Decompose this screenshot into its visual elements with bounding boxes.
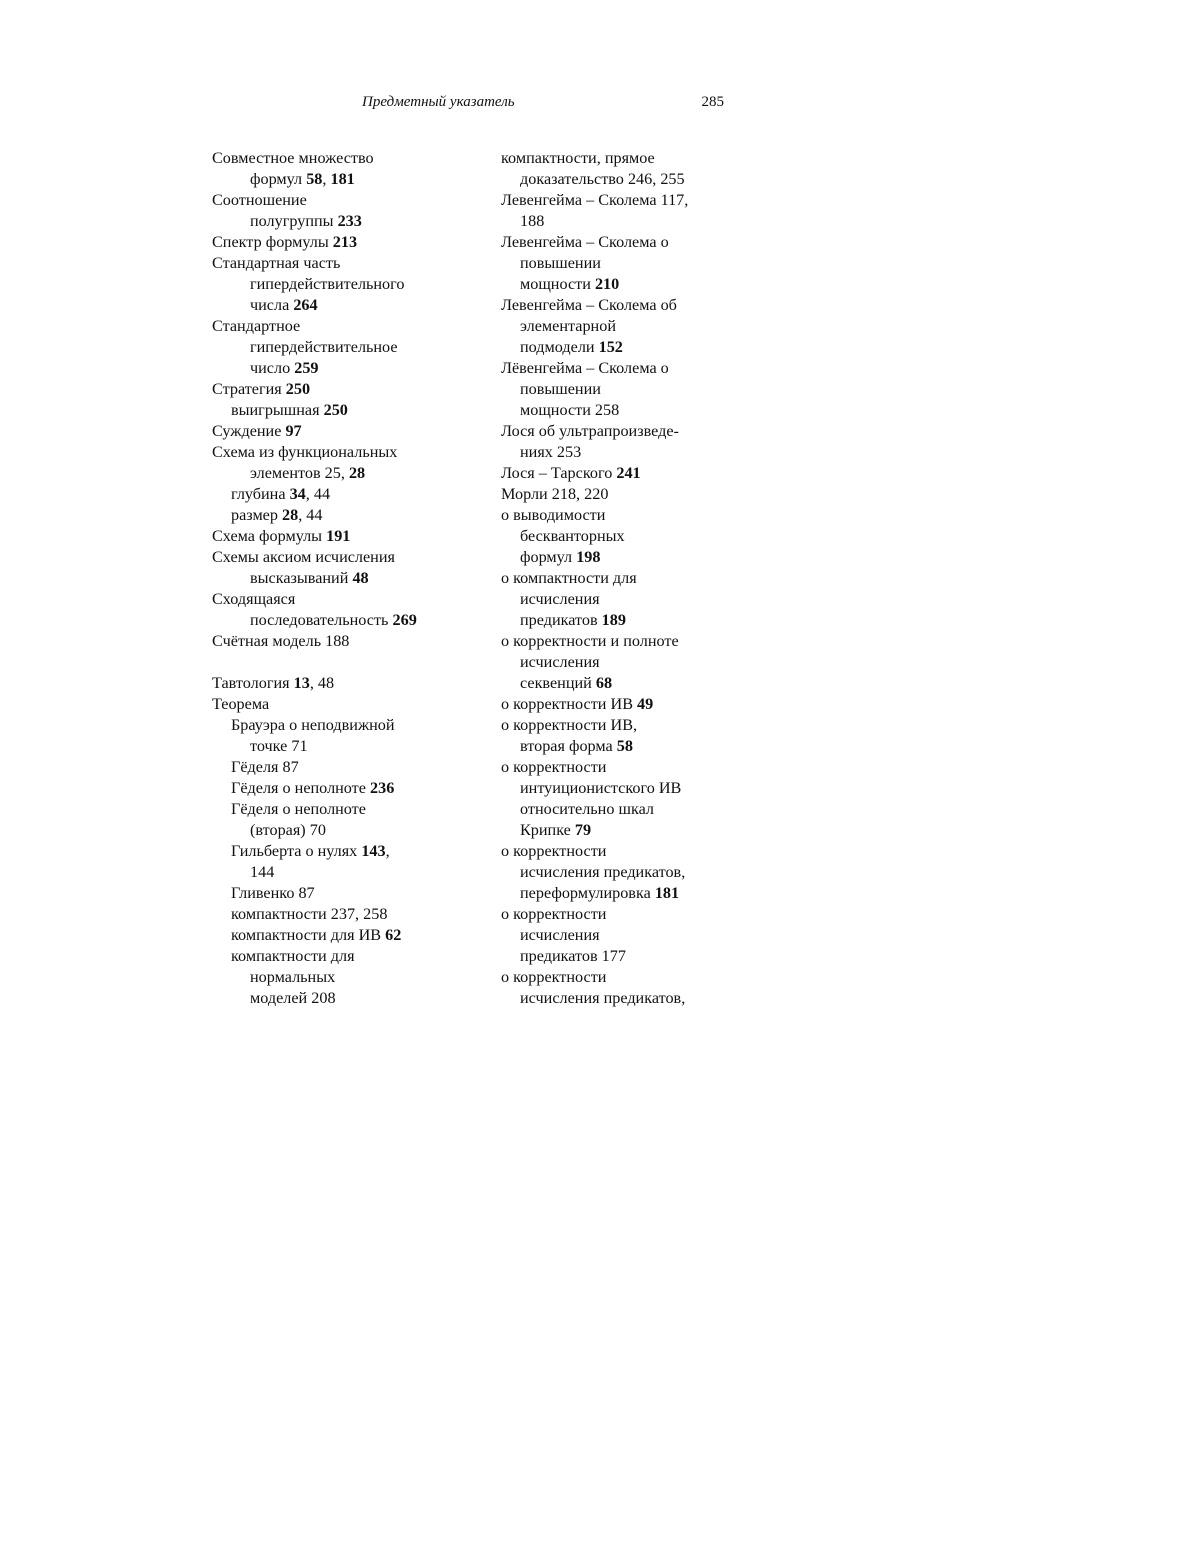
index-text: Гёделя о неполноте xyxy=(231,800,366,818)
index-line xyxy=(501,505,731,526)
index-line xyxy=(212,799,482,820)
index-line xyxy=(501,988,731,1009)
index-text: исчисления xyxy=(520,926,600,944)
page-reference-bold: 58 xyxy=(306,170,323,188)
index-text: Лося – Тарского xyxy=(501,464,617,482)
index-text: Спектр формулы xyxy=(212,233,333,251)
index-text: высказываний xyxy=(250,569,353,587)
running-head-title: Предметный указатель xyxy=(362,94,515,110)
index-text: , xyxy=(322,170,331,188)
index-text: числа xyxy=(250,296,294,314)
index-line xyxy=(212,295,482,316)
index-text: Гливенко 87 xyxy=(231,884,315,902)
index-text: Левенгейма – Сколема о xyxy=(501,233,669,251)
index-line xyxy=(212,862,482,883)
index-text: подмодели xyxy=(520,338,599,356)
index-line xyxy=(501,568,731,589)
index-line xyxy=(212,421,482,442)
index-text: Брауэра о неподвижной xyxy=(231,716,395,734)
index-text: Схема формулы xyxy=(212,527,327,545)
index-text: переформулировка xyxy=(520,884,655,902)
index-text: , xyxy=(385,842,390,860)
index-line xyxy=(212,904,482,925)
index-text: исчисления предикатов, xyxy=(520,863,686,881)
index-text: Гёделя 87 xyxy=(231,758,299,776)
index-text: (вторая) 70 xyxy=(250,821,326,839)
index-line xyxy=(501,589,731,610)
index-line xyxy=(212,778,482,799)
index-line xyxy=(501,736,731,757)
page-reference-bold: 28 xyxy=(282,506,299,524)
index-line xyxy=(501,484,731,505)
index-line xyxy=(212,169,482,190)
index-line xyxy=(212,358,482,379)
index-text: секвенций xyxy=(520,674,596,692)
index-line xyxy=(501,883,731,904)
page-reference-bold: 213 xyxy=(332,233,358,251)
index-text: формул xyxy=(520,548,577,566)
index-line xyxy=(501,379,731,400)
index-line xyxy=(501,694,731,715)
index-text: Соотношение xyxy=(212,191,307,209)
index-line xyxy=(212,547,482,568)
index-line xyxy=(501,253,731,274)
index-line xyxy=(212,757,482,778)
index-text: нормальных xyxy=(250,968,336,986)
index-line xyxy=(212,988,482,1009)
index-text: Левенгейма – Сколема 117, xyxy=(501,191,689,209)
index-text: гипердействительного xyxy=(250,275,405,293)
index-line xyxy=(501,169,731,190)
index-line xyxy=(212,400,482,421)
index-line xyxy=(501,652,731,673)
index-line xyxy=(501,274,731,295)
index-text: предикатов xyxy=(520,611,602,629)
index-line xyxy=(212,883,482,904)
index-text: повышении xyxy=(520,380,601,398)
index-text: о компактности для xyxy=(501,569,637,587)
index-text: о корректности xyxy=(501,758,607,776)
page-reference-bold: 62 xyxy=(385,926,402,944)
index-text: мощности xyxy=(520,275,595,293)
index-line xyxy=(212,967,482,988)
index-line xyxy=(501,295,731,316)
index-line xyxy=(501,925,731,946)
page-reference-bold: 269 xyxy=(392,611,417,629)
index-text: Совместное множество xyxy=(212,149,374,167)
index-text: точке 71 xyxy=(250,737,308,755)
index-text: исчисления xyxy=(520,590,600,608)
page-reference-bold: 236 xyxy=(370,779,395,797)
index-text: элементарной xyxy=(520,317,616,335)
index-text: исчисления предикатов, xyxy=(520,989,686,1007)
page-reference-bold: 28 xyxy=(348,464,366,482)
index-line xyxy=(212,253,482,274)
page-reference-bold: 48 xyxy=(352,569,369,587)
index-text: Тавтология xyxy=(212,674,294,692)
index-line xyxy=(501,211,731,232)
index-text: исчисления xyxy=(520,653,600,671)
index-text: мощности 258 xyxy=(520,401,620,419)
index-line xyxy=(501,358,731,379)
index-text: глубина xyxy=(231,485,290,503)
running-head xyxy=(362,94,724,116)
index-text: Схемы аксиом исчисления xyxy=(212,548,395,566)
page-reference-bold: 97 xyxy=(285,422,302,440)
index-text: компактности 237, 258 xyxy=(231,905,388,923)
index-line xyxy=(212,190,482,211)
page-reference-bold: 210 xyxy=(594,275,620,293)
index-text: , 48 xyxy=(309,674,335,692)
index-line xyxy=(212,379,482,400)
index-line xyxy=(212,715,482,736)
index-text: 144 xyxy=(250,863,275,881)
index-text: Крипке xyxy=(520,821,575,839)
page-number: 285 xyxy=(701,94,724,110)
index-line xyxy=(212,589,482,610)
index-line xyxy=(501,967,731,988)
index-text: Гильберта о нулях xyxy=(231,842,362,860)
page-reference-bold: 49 xyxy=(637,695,654,713)
index-line xyxy=(212,925,482,946)
index-line xyxy=(212,463,482,484)
index-line xyxy=(501,421,731,442)
index-line xyxy=(501,463,731,484)
index-text: Схема из функциональных xyxy=(212,443,398,461)
index-line xyxy=(501,232,731,253)
index-text: Морли 218, 220 xyxy=(501,485,609,503)
index-line xyxy=(212,652,482,673)
index-line xyxy=(212,694,482,715)
index-text: размер xyxy=(231,506,283,524)
index-line xyxy=(501,400,731,421)
index-line xyxy=(212,946,482,967)
index-text: гипердействительное xyxy=(250,338,398,356)
index-text: 188 xyxy=(520,212,545,230)
page-reference-bold: 152 xyxy=(598,338,623,356)
page-reference-bold: 143 xyxy=(361,842,386,860)
index-line xyxy=(501,526,731,547)
index-line xyxy=(212,736,482,757)
index-line xyxy=(212,505,482,526)
index-text: относительно шкал xyxy=(520,800,654,818)
index-text: Стратегия xyxy=(212,380,286,398)
index-text: Стандартная часть xyxy=(212,254,341,272)
index-text: элементов 25, xyxy=(250,464,349,482)
page-reference-bold: 233 xyxy=(337,212,362,230)
page-reference-bold: 13 xyxy=(293,674,310,692)
index-text: компактности, прямое xyxy=(501,149,655,167)
index-line xyxy=(501,757,731,778)
index-line xyxy=(212,442,482,463)
index-text: о корректности и полноте xyxy=(501,632,679,650)
index-text: о корректности xyxy=(501,842,607,860)
index-text: Суждение xyxy=(212,422,286,440)
index-text: полугруппы xyxy=(250,212,338,230)
index-text: формул xyxy=(250,170,307,188)
page-reference-bold: 79 xyxy=(574,821,592,839)
page-reference-bold: 259 xyxy=(294,359,319,377)
index-text: ниях 253 xyxy=(520,443,582,461)
page-reference-bold: 191 xyxy=(326,527,351,545)
page-reference-bold: 198 xyxy=(576,548,601,566)
index-line xyxy=(501,547,731,568)
index-text: о выводимости xyxy=(501,506,606,524)
index-line xyxy=(212,631,482,652)
index-line xyxy=(212,673,482,694)
index-line xyxy=(501,946,731,967)
index-line xyxy=(501,904,731,925)
index-line xyxy=(212,274,482,295)
index-line xyxy=(212,232,482,253)
index-text: о корректности ИВ xyxy=(501,695,638,713)
page-reference-bold: 68 xyxy=(595,674,613,692)
page-reference-bold: 34 xyxy=(289,485,306,503)
index-text: интуиционистского ИВ xyxy=(520,779,682,797)
page-reference-bold: 181 xyxy=(654,884,680,902)
index-text: Левенгейма – Сколема об xyxy=(501,296,677,314)
index-line xyxy=(212,148,482,169)
index-text: предикатов 177 xyxy=(520,947,626,965)
index-text: Лося об ультрапроизведе- xyxy=(501,422,679,440)
index-text: Счётная модель 188 xyxy=(212,632,350,650)
index-line xyxy=(212,841,482,862)
index-line xyxy=(212,820,482,841)
index-text: Теорема xyxy=(212,695,270,713)
index-line xyxy=(501,799,731,820)
index-text: бескванторных xyxy=(520,527,625,545)
index-line xyxy=(501,820,731,841)
index-text: компактности для ИВ xyxy=(231,926,386,944)
index-text: , 44 xyxy=(305,485,331,503)
index-text: Стандартное xyxy=(212,317,301,335)
index-text: доказательство 246, 255 xyxy=(520,170,685,188)
index-text: вторая форма xyxy=(520,737,617,755)
index-text: повышении xyxy=(520,254,601,272)
page-reference-bold: 250 xyxy=(323,401,348,419)
page-reference-bold: 58 xyxy=(616,737,633,755)
index-text: о корректности xyxy=(501,968,607,986)
index-line xyxy=(501,610,731,631)
index-line xyxy=(501,148,731,169)
index-text: Сходящаяся xyxy=(212,590,296,608)
index-line xyxy=(212,526,482,547)
index-line xyxy=(501,442,731,463)
index-line xyxy=(501,778,731,799)
index-column-right xyxy=(501,148,731,1009)
index-text: моделей 208 xyxy=(250,989,336,1007)
index-line xyxy=(212,316,482,337)
index-line xyxy=(501,316,731,337)
index-line xyxy=(501,631,731,652)
index-line xyxy=(501,337,731,358)
index-text: , 44 xyxy=(298,506,323,524)
index-text: Гёделя о неполноте xyxy=(231,779,370,797)
index-text: о корректности xyxy=(501,905,607,923)
index-line xyxy=(212,337,482,358)
index-line xyxy=(212,568,482,589)
index-line xyxy=(501,673,731,694)
index-column-left xyxy=(212,148,482,1009)
index-line xyxy=(501,190,731,211)
index-line xyxy=(501,862,731,883)
index-text: выигрышная xyxy=(231,401,324,419)
page-reference-bold: 264 xyxy=(293,296,318,314)
page-reference-bold: 189 xyxy=(601,611,626,629)
index-text: последовательность xyxy=(250,611,393,629)
index-line xyxy=(501,715,731,736)
page-reference-bold: 250 xyxy=(285,380,311,398)
page-reference-bold: 241 xyxy=(616,464,641,482)
index-text: число xyxy=(250,359,295,377)
index-text: Лёвенгейма – Сколема о xyxy=(501,359,669,377)
index-line xyxy=(212,484,482,505)
index-text: о корректности ИВ, xyxy=(501,716,638,734)
index-line xyxy=(212,211,482,232)
page-reference-bold: 181 xyxy=(330,170,355,188)
index-line xyxy=(501,841,731,862)
index-line xyxy=(212,610,482,631)
index-text: компактности для xyxy=(231,947,355,965)
